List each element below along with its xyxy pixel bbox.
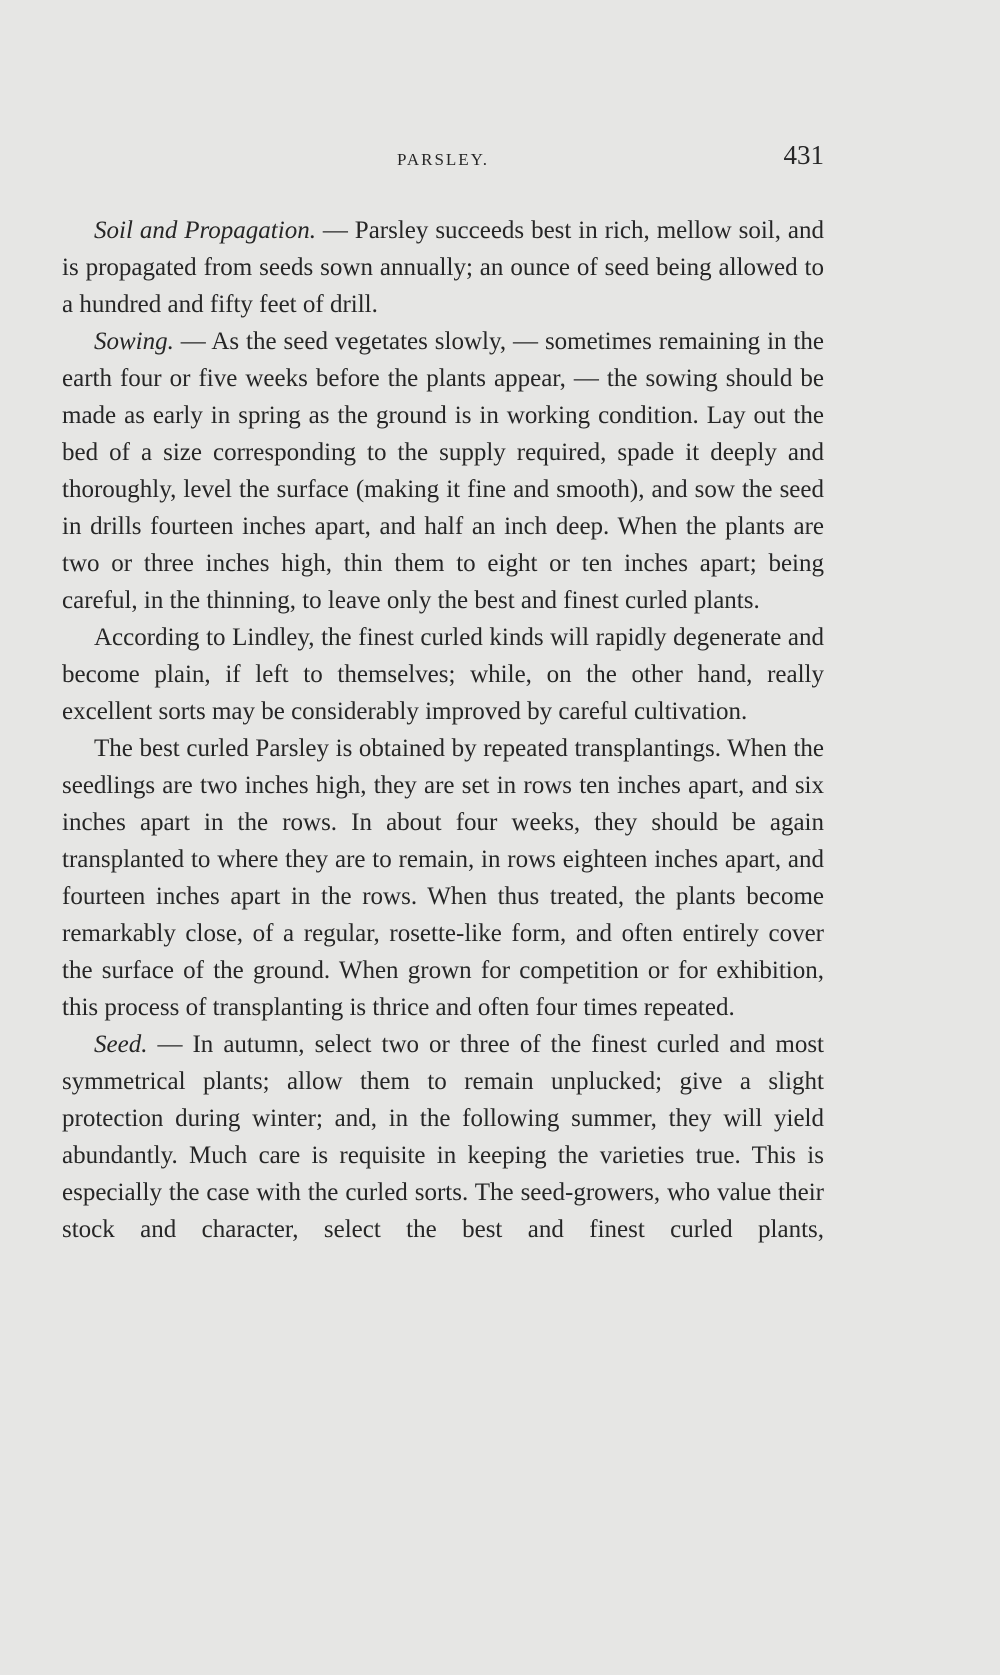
runin-heading: Sowing. bbox=[94, 328, 174, 355]
runin-heading: Seed. bbox=[94, 1031, 148, 1058]
paragraph-text: — As the seed vegetates slowly, — sometimes remaining in the earth four or five weeks before the plants appear, — the sowing should be made as early in spring as the ground is in working condition. Lay out the bed of a size corresponding to the supply required, spade it deeply and thoroughly, level the surface (making it fine and smooth), and sow the seed in drills fourteen inches apart, and half an inch deep. When the plants are two or three inches high, thin them to eight or ten inches apart; being careful, in the thinning, to leave only the best and finest curled plants. bbox=[62, 328, 824, 614]
running-head: PARSLEY. bbox=[396, 150, 490, 169]
paragraph-sowing bbox=[62, 323, 824, 619]
page-header bbox=[62, 140, 824, 180]
paragraph-soil-and-propagation bbox=[62, 212, 824, 323]
paragraph-text: The best curled Parsley is obtained by repeated transplantings. When the seedlings are two inches high, they are set in rows ten inches apart, and six inches apart in the rows. In about four weeks, they should be again transplanted to where they are to remain, in rows eighteen inches apart, and fourteen inches apart in the rows. When thus treated, the plants become remarkably close, of a regular, rosette-like form, and often entirely cover the surface of the ground. When grown for competition or for exhibition, this process of transplanting is thrice and often four times repeated. bbox=[62, 735, 824, 1021]
paragraph-text: — In autumn, select two or three of the finest curled and most symmetrical plants; allow them to remain unplucked; give a slight protection during winter; and, in the following summer, they will yield abundantly. Much care is requisite in keeping the varieties true. This is especially the case with the curled sorts. The seed-growers, who value their stock and character, select the best and finest curled plants, bbox=[62, 1031, 824, 1243]
body-text bbox=[62, 212, 824, 1248]
paragraph-text: — Parsley succeeds best in rich, mellow soil, and is propagated from seeds sown annually; an ounce of seed being allowed to a hundred and fifty feet of drill. bbox=[62, 217, 824, 318]
paragraph-transplanting bbox=[62, 730, 824, 1026]
paragraph-seed bbox=[62, 1026, 824, 1248]
paragraph-text: According to Lindley, the finest curled kinds will rapidly degenerate and become plain, if left to themselves; while, on the other hand, really excellent sorts may be considerably improved by careful cultivation. bbox=[62, 624, 824, 725]
page-number: 431 bbox=[783, 140, 824, 170]
runin-heading: Soil and Propagation. bbox=[94, 217, 316, 244]
paragraph-lindley bbox=[62, 619, 824, 730]
